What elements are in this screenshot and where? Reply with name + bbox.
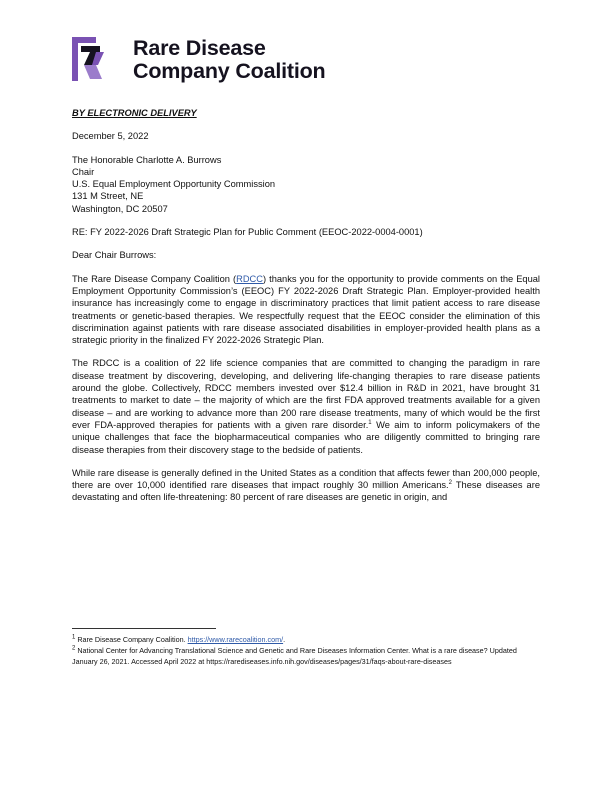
para2-text-cont: We aim to inform policymakers of the unique challenges that face the biopharmaceutical companies who are diligently committed to bringing rare disease therapies from their discovery stage to the bedside of patients. xyxy=(72,419,540,455)
footnote-1-number: 1 xyxy=(72,634,76,641)
letter-date: December 5, 2022 xyxy=(72,131,149,142)
address-line: Washington, DC 20507 xyxy=(72,203,168,214)
logo-ribbon-light xyxy=(84,65,102,79)
paragraph-3 xyxy=(72,467,540,504)
para1-text-cont: ) thanks you for the opportunity to provide comments on the Equal Employment Opportunity Commission’s (EEOC) FY 2022-2026 Draft Strategic Plan. Employer-provided health insurance has increasingly come to engage in discriminatory practices that limit patient access to rare disease treatments or genetic-based therapies. We respectfully request that the EEOC consider the elimination of this discrimination against patients with rare disease associated disabilities in employer-provided health plans as a strategic priority in the finalized FY 2022-2026 Strategic Plan. xyxy=(72,273,540,346)
footnote-2-number: 2 xyxy=(72,645,76,652)
footnotes xyxy=(72,634,540,668)
footnote-2-text: National Center for Advancing Translational Science and Genetic and Rare Diseases Information Center. What is a rare disease? Updated January 26, 2021. Accessed April 2022 at https://rarediseases.info.nih.gov/diseases/pages/31/faqs-about-rare-diseases xyxy=(72,646,517,667)
re-line: RE: FY 2022-2026 Draft Strategic Plan for Public Comment (EEOC-2022-0004-0001) xyxy=(72,227,423,238)
footnote-divider xyxy=(72,628,216,629)
rdcc-logo-mark-icon xyxy=(72,37,128,81)
delivery-line: BY ELECTRONIC DELIVERY xyxy=(72,108,197,118)
rarecoalition-link[interactable]: https://www.rarecoalition.com/ xyxy=(187,635,284,644)
para2-text: The RDCC is a coalition of 22 life science companies that are committed to changing the paradigm in rare disease treatment by discovering, developing, and delivering life-changing therapies to rare disease patients around the globe. Collectively, RDCC members invested over $12.4 billion in R&D in 2021, have brought 31 treatments to market to date – the majority of which are the first FDA approved treatments available for a given disease – and are working to advance more than 200 rare disease treatments, many of which would be the first ever FDA-approved therapies for patients with a given rare disorder. xyxy=(72,358,540,430)
organization-name xyxy=(133,37,326,83)
footnote-ref-1: 1 xyxy=(368,419,372,426)
rdcc-link[interactable]: RDCC xyxy=(236,273,263,284)
address-line: 131 M Street, NE xyxy=(72,191,144,202)
footnote-2 xyxy=(72,645,540,667)
footnote-ref-2: 2 xyxy=(448,480,452,487)
footnote-1-end: . xyxy=(283,635,286,644)
org-name-line2: Company Coalition xyxy=(133,59,326,83)
para3-text-cont: These diseases are devastating and often life-threatening: 80 percent of rare diseases are genetic in origin, and xyxy=(72,480,540,503)
logo-stem xyxy=(72,37,78,81)
salutation: Dear Chair Burrows: xyxy=(72,250,157,261)
logo-dark-bar xyxy=(81,46,100,52)
address-block xyxy=(72,154,540,215)
para1-text: The Rare Disease Company Coalition ( xyxy=(72,273,237,284)
footnote-1-text: Rare Disease Company Coalition. xyxy=(75,635,188,644)
address-line: Chair xyxy=(72,166,95,177)
paragraph-2 xyxy=(72,357,540,455)
para3-text: While rare disease is generally defined in the United States as a condition that affects fewer than 200,000 people, there are over 10,000 identified rare diseases that impact roughly 30 million Americans. xyxy=(72,467,540,491)
address-line: U.S. Equal Employment Opportunity Commission xyxy=(72,179,276,190)
footnote-1 xyxy=(72,634,540,645)
address-line: The Honorable Charlotte A. Burrows xyxy=(72,154,222,165)
coalition-logo xyxy=(72,37,372,85)
paragraph-1 xyxy=(72,273,540,347)
letter-body xyxy=(72,107,540,504)
org-name-line1: Rare Disease xyxy=(133,36,266,60)
